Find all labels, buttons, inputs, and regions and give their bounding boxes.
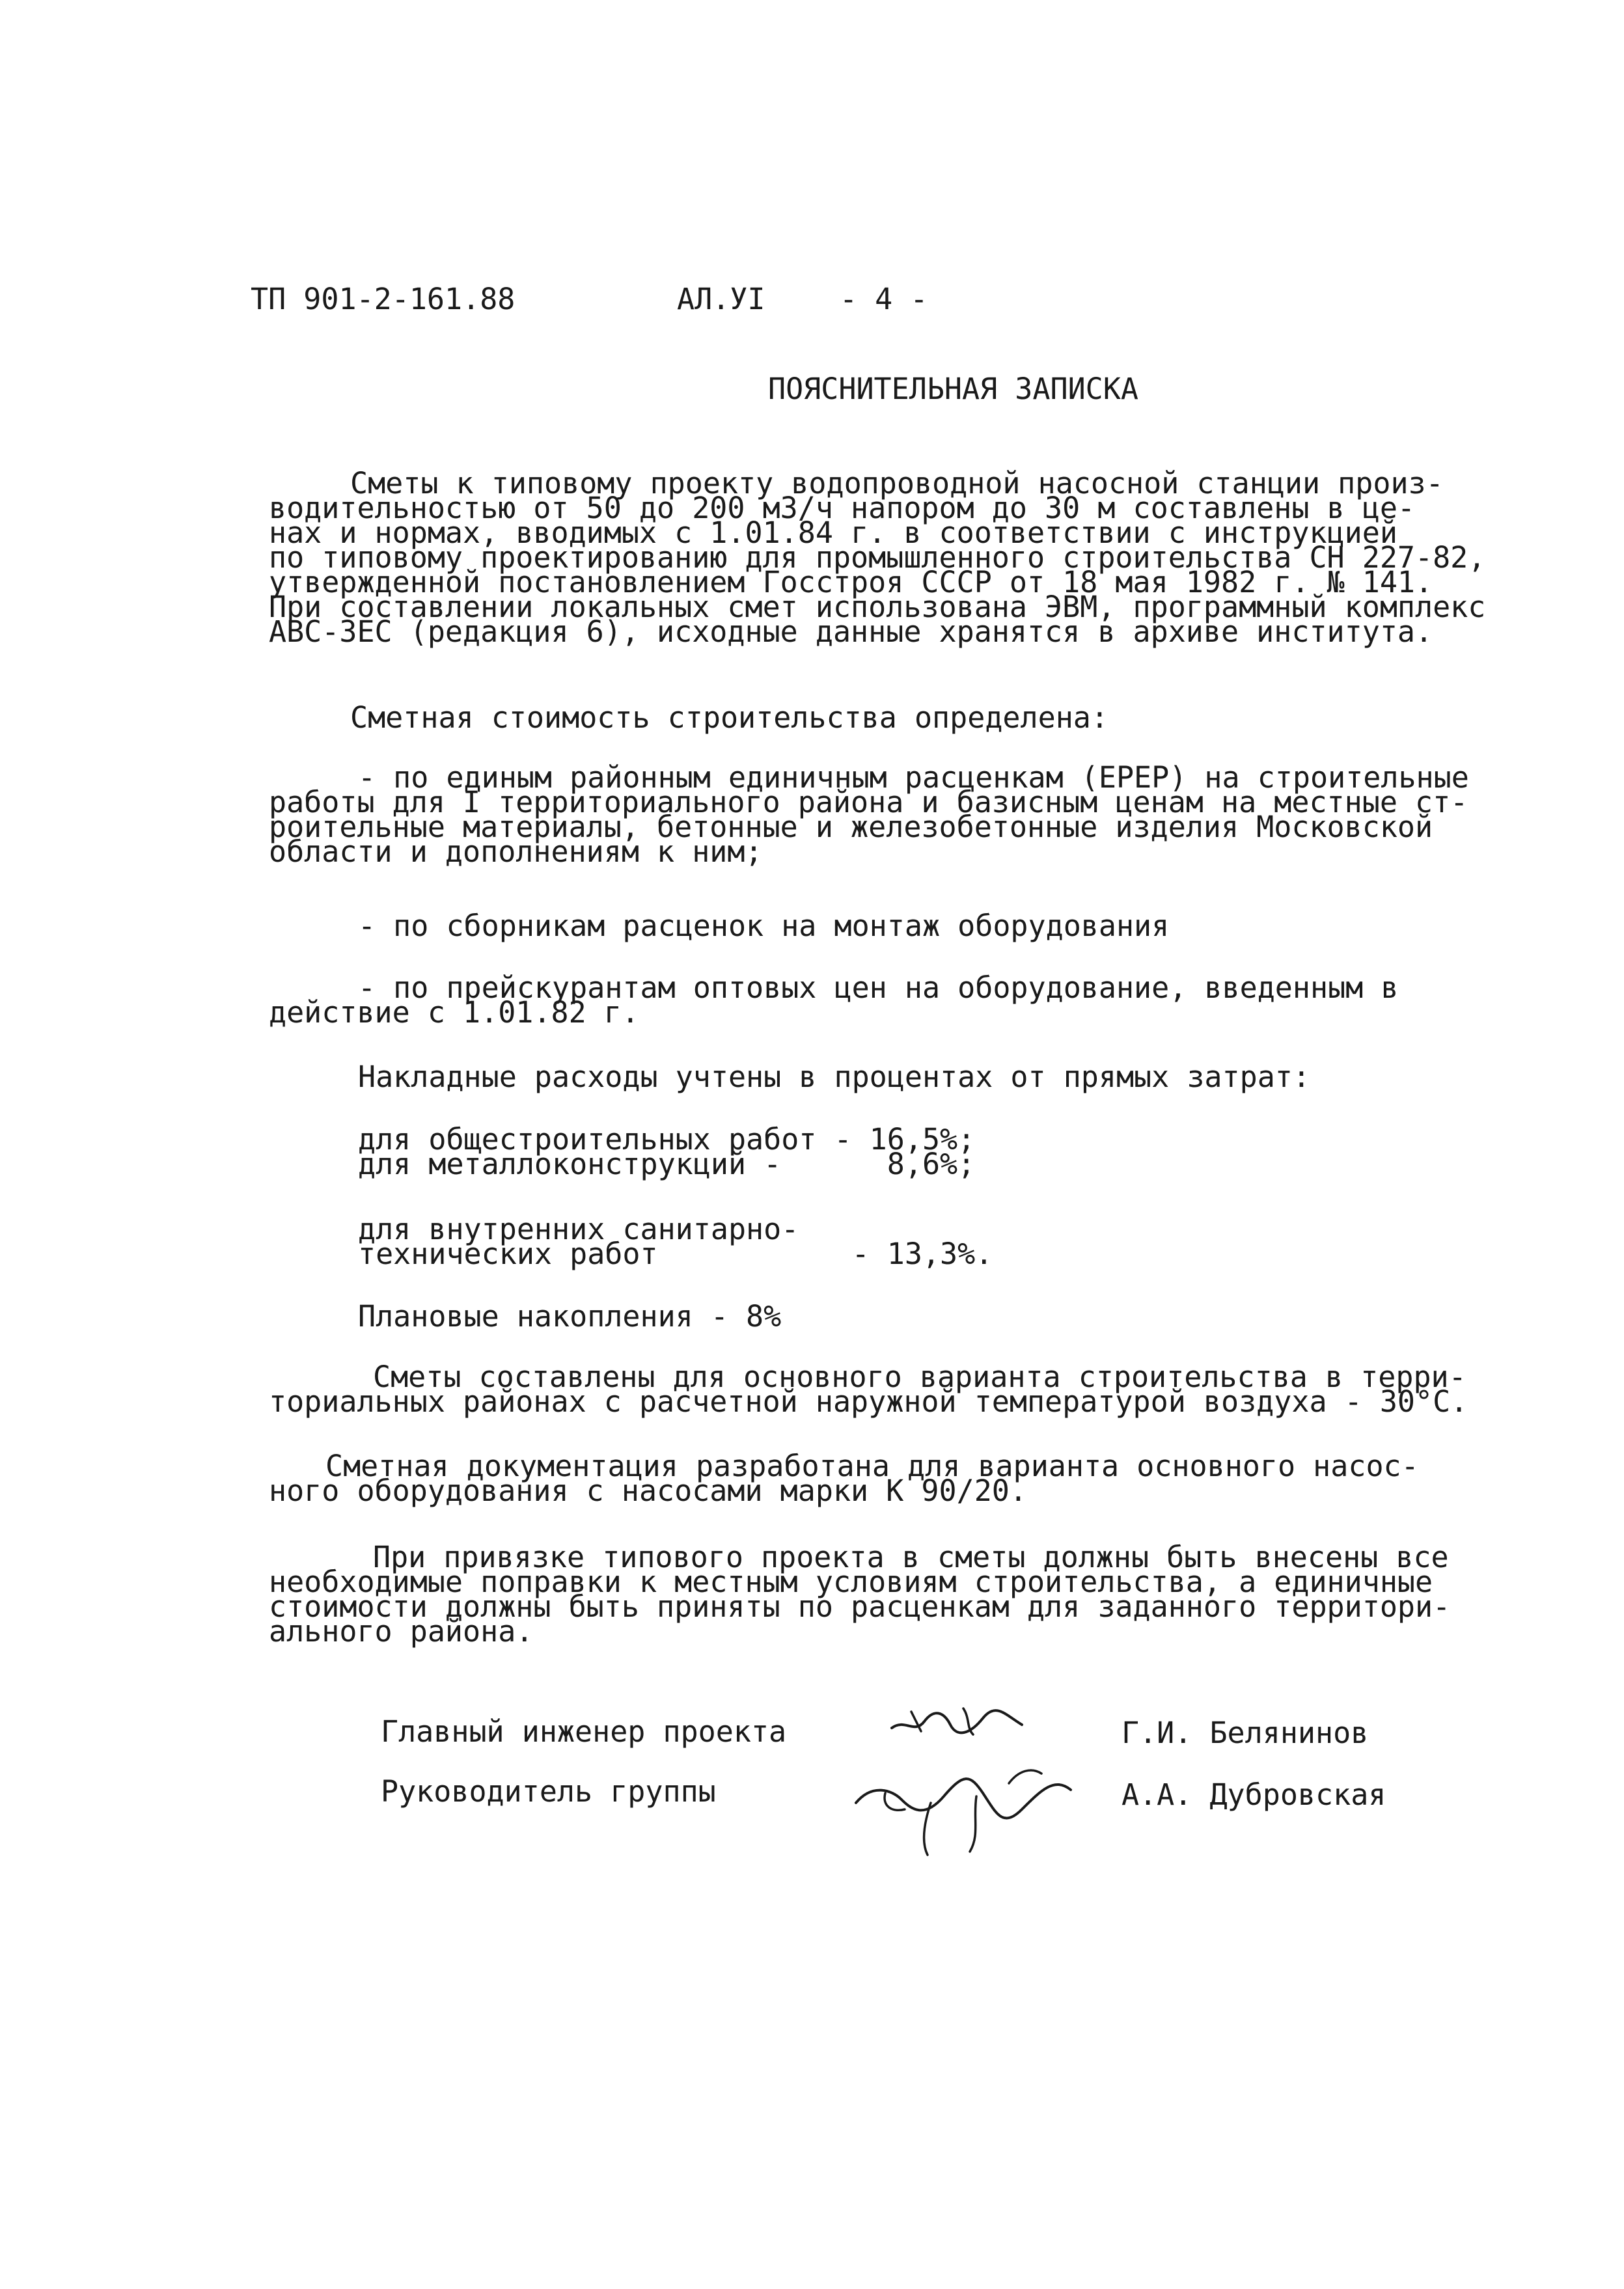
- list-item-line: области и дополнениям к ним;: [269, 834, 763, 869]
- paragraph-line: ториальных районах с расчетной наружной температурой воздуха - 30°С.: [269, 1384, 1468, 1419]
- signature-role: Руководитель группы: [381, 1774, 716, 1809]
- rate-line: для металлоконструкций - 8,6%;: [358, 1147, 976, 1181]
- handwritten-signature-2: [846, 1757, 1080, 1861]
- paragraph-line: ного оборудования с насосами марки К 90/20.: [269, 1473, 1027, 1508]
- paragraph-line: При составлении локальных смет использована ЭВМ, программный комплекс: [269, 590, 1486, 624]
- rate-line: для общестроительных работ - 16,5%;: [358, 1122, 976, 1157]
- paragraph-line: Сметы к типовому проекту водопроводной насосной станции произ-: [350, 466, 1444, 500]
- list-item-line: - по прейскурантам оптовых цен на оборудование, введенным в: [358, 970, 1399, 1005]
- list-item-line: - по сборникам расценок на монтаж оборудования: [358, 909, 1170, 943]
- rate-line: технических работ - 13,3%.: [358, 1237, 993, 1271]
- paragraph-line: водительностью от 50 до 200 м3/ч напором до 30 м составлены в це-: [269, 491, 1415, 525]
- paragraph-line: ального района.: [269, 1614, 534, 1649]
- rate-line: Плановые накопления - 8%: [358, 1299, 782, 1334]
- paragraph-line: Накладные расходы учтены в процентах от прямых затрат:: [358, 1060, 1310, 1094]
- paragraph-line: стоимости должны быть приняты по расценкам для заданного территори-: [269, 1589, 1451, 1624]
- paragraph-line: Сметная стоимость строительства определена:: [350, 700, 1108, 735]
- paragraph-line: нах и нормах, вводимых с 1.01.84 г. в соответствии с инструкцией: [269, 515, 1397, 550]
- paragraph-line: по типовому проектированию для промышленного строительства СН 227-82,: [269, 540, 1486, 575]
- signature-role: Главный инженер проекта: [381, 1714, 787, 1749]
- list-item-line: - по единым районным единичным расценкам (ЕРЕР) на строительные: [358, 760, 1469, 795]
- list-item-line: роительные материалы, бетонные и железобетонные изделия Московской: [269, 810, 1433, 844]
- paragraph-line: АВС-3ЕС (редакция 6), исходные данные хранятся в архиве института.: [269, 614, 1433, 649]
- paragraph-line: утвержденной постановлением Госстроя СССР от 18 мая 1982 г. № 141.: [269, 565, 1433, 599]
- list-item-line: работы для I территориального района и базисным ценам на местные ст-: [269, 785, 1468, 819]
- list-item-line: действие с 1.01.82 г.: [269, 995, 639, 1030]
- signatory-name: А.А. Дубровская: [1122, 1777, 1386, 1812]
- paragraph-line: Сметы составлены для основного варианта строительства в терри-: [373, 1360, 1466, 1394]
- sheet-label: АЛ.УI: [677, 282, 765, 316]
- document-title: ПОЯСНИТЕЛЬНАЯ ЗАПИСКА: [768, 372, 1138, 406]
- paragraph-line: необходимые поправки к местным условиям строительства, а единичные: [269, 1565, 1433, 1599]
- handwritten-signature-1: [885, 1699, 1028, 1744]
- paragraph-line: Сметная документация разработана для варианта основного насос-: [325, 1449, 1419, 1483]
- page-number: - 4 -: [840, 282, 928, 316]
- document-code: ТП 901-2-161.88: [251, 282, 516, 316]
- rate-line: для внутренних санитарно-: [358, 1212, 799, 1246]
- signatory-name: Г.И. Белянинов: [1122, 1716, 1369, 1750]
- paragraph-line: При привязке типового проекта в сметы должны быть внесены все: [373, 1540, 1449, 1574]
